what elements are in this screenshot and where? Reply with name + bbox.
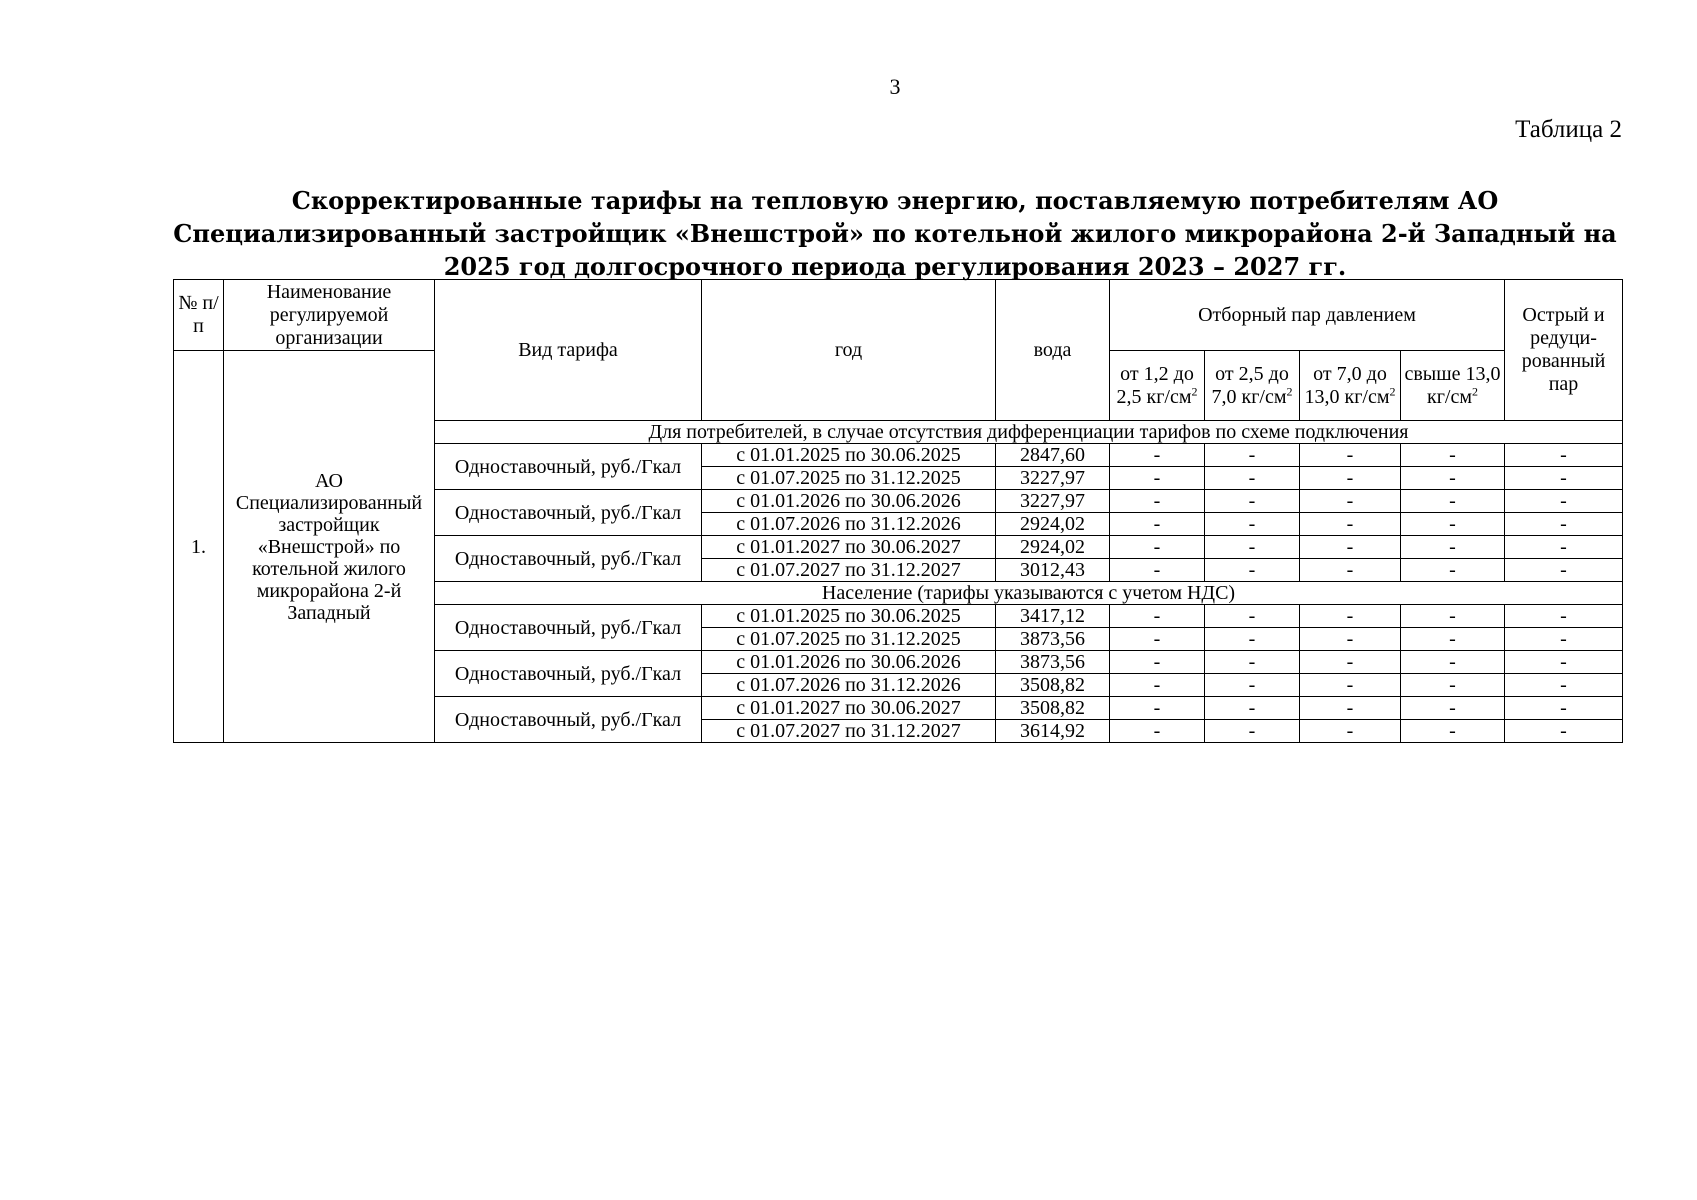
header-pressure-1-label: от 1,2 до 2,5 кг/см <box>1116 362 1194 408</box>
sharp-steam-cell: - <box>1505 536 1623 559</box>
tariff-type-cell: Одноставочный, руб./Гкал <box>435 536 702 582</box>
pressure-2-cell: - <box>1205 559 1300 582</box>
organization-name: АО Специализированный застройщик «Внешстрой» по котельной жилого микрорайона 2-й Западный <box>224 351 435 743</box>
sharp-steam-cell: - <box>1505 720 1623 743</box>
pressure-2-cell: - <box>1205 513 1300 536</box>
pressure-3-cell: - <box>1300 444 1401 467</box>
section-title: Для потребителей, в случае отсутствия дифференциации тарифов по схеме подключения <box>435 421 1623 444</box>
tariff-type-cell: Одноставочный, руб./Гкал <box>435 697 702 743</box>
pressure-3-cell: - <box>1300 628 1401 651</box>
pressure-4-cell: - <box>1401 490 1505 513</box>
pressure-3-cell: - <box>1300 697 1401 720</box>
pressure-1-cell: - <box>1110 697 1205 720</box>
superscript: 2 <box>1191 383 1198 398</box>
period-cell: с 01.07.2025 по 31.12.2025 <box>702 628 996 651</box>
pressure-1-cell: - <box>1110 720 1205 743</box>
water-cell: 3614,92 <box>996 720 1110 743</box>
pressure-4-cell: - <box>1401 559 1505 582</box>
pressure-3-cell: - <box>1300 651 1401 674</box>
pressure-2-cell: - <box>1205 536 1300 559</box>
header-tariff-type: Вид тарифа <box>435 280 702 421</box>
table-label: Таблица 2 <box>1515 116 1622 143</box>
water-cell: 3508,82 <box>996 674 1110 697</box>
pressure-1-cell: - <box>1110 513 1205 536</box>
pressure-3-cell: - <box>1300 536 1401 559</box>
water-cell: 2847,60 <box>996 444 1110 467</box>
header-pressure-2-label: от 2,5 до 7,0 кг/см <box>1211 362 1289 408</box>
header-sharp-steam: Острый и редуци-рованный пар <box>1505 280 1623 421</box>
pressure-2-cell: - <box>1205 651 1300 674</box>
pressure-1-cell: - <box>1110 628 1205 651</box>
period-cell: с 01.07.2027 по 31.12.2027 <box>702 720 996 743</box>
period-cell: с 01.01.2027 по 30.06.2027 <box>702 697 996 720</box>
row-number: 1. <box>174 351 224 743</box>
sharp-steam-cell: - <box>1505 605 1623 628</box>
pressure-4-cell: - <box>1401 697 1505 720</box>
pressure-2-cell: - <box>1205 697 1300 720</box>
period-cell: с 01.07.2027 по 31.12.2027 <box>702 559 996 582</box>
sharp-steam-cell: - <box>1505 467 1623 490</box>
pressure-2-cell: - <box>1205 444 1300 467</box>
period-cell: с 01.01.2026 по 30.06.2026 <box>702 651 996 674</box>
water-cell: 2924,02 <box>996 513 1110 536</box>
pressure-4-cell: - <box>1401 467 1505 490</box>
sharp-steam-cell: - <box>1505 559 1623 582</box>
pressure-2-cell: - <box>1205 628 1300 651</box>
header-row-1 <box>174 280 1623 351</box>
water-cell: 2924,02 <box>996 536 1110 559</box>
pressure-4-cell: - <box>1401 651 1505 674</box>
header-pressure-1 <box>1110 351 1205 421</box>
header-year: год <box>702 280 996 421</box>
sharp-steam-cell: - <box>1505 444 1623 467</box>
tariff-type-cell: Одноставочный, руб./Гкал <box>435 651 702 697</box>
pressure-2-cell: - <box>1205 674 1300 697</box>
pressure-1-cell: - <box>1110 651 1205 674</box>
tariff-table <box>173 279 1623 743</box>
header-pressure-3 <box>1300 351 1401 421</box>
pressure-2-cell: - <box>1205 467 1300 490</box>
sharp-steam-cell: - <box>1505 697 1623 720</box>
period-cell: с 01.07.2026 по 31.12.2026 <box>702 674 996 697</box>
pressure-2-cell: - <box>1205 605 1300 628</box>
period-cell: с 01.01.2025 по 30.06.2025 <box>702 444 996 467</box>
superscript: 2 <box>1472 383 1478 398</box>
pressure-1-cell: - <box>1110 490 1205 513</box>
sharp-steam-cell: - <box>1505 674 1623 697</box>
water-cell: 3873,56 <box>996 651 1110 674</box>
period-cell: с 01.01.2025 по 30.06.2025 <box>702 605 996 628</box>
header-pressure-4 <box>1401 351 1505 421</box>
document-title: Скорректированные тарифы на тепловую энергию, поставляемую потребителям АО Специализированный застройщик «Внешстрой» по котельной жилого микрорайона 2-й Западный на 2025 год долгосрочного периода регулирования 2023 – 2027 гг. <box>173 186 1617 281</box>
tariff-table-body <box>174 280 1623 743</box>
header-organization: Наименование регулируемой организации <box>224 280 435 351</box>
pressure-1-cell: - <box>1110 605 1205 628</box>
page-number: 3 <box>889 74 901 99</box>
water-cell: 3508,82 <box>996 697 1110 720</box>
pressure-1-cell: - <box>1110 444 1205 467</box>
section-title: Население (тарифы указываются с учетом НДС) <box>435 582 1623 605</box>
water-cell: 3227,97 <box>996 490 1110 513</box>
pressure-4-cell: - <box>1401 605 1505 628</box>
header-selected-steam: Отборный пар давлением <box>1110 280 1505 351</box>
pressure-1-cell: - <box>1110 674 1205 697</box>
header-pressure-3-label: от 7,0 до 13,0 кг/см <box>1304 362 1390 408</box>
header-pressure-2 <box>1205 351 1300 421</box>
pressure-2-cell: - <box>1205 490 1300 513</box>
pressure-3-cell: - <box>1300 513 1401 536</box>
pressure-4-cell: - <box>1401 628 1505 651</box>
superscript: 2 <box>1389 383 1396 398</box>
sharp-steam-cell: - <box>1505 490 1623 513</box>
sharp-steam-cell: - <box>1505 628 1623 651</box>
superscript: 2 <box>1286 383 1293 398</box>
pressure-3-cell: - <box>1300 674 1401 697</box>
tariff-type-cell: Одноставочный, руб./Гкал <box>435 605 702 651</box>
sharp-steam-cell: - <box>1505 651 1623 674</box>
period-cell: с 01.07.2025 по 31.12.2025 <box>702 467 996 490</box>
pressure-1-cell: - <box>1110 467 1205 490</box>
period-cell: с 01.01.2027 по 30.06.2027 <box>702 536 996 559</box>
header-pressure-4-label: свыше 13,0 кг/см <box>1404 362 1501 408</box>
pressure-3-cell: - <box>1300 605 1401 628</box>
pressure-3-cell: - <box>1300 720 1401 743</box>
water-cell: 3417,12 <box>996 605 1110 628</box>
header-num: № п/п <box>174 280 224 351</box>
period-cell: с 01.01.2026 по 30.06.2026 <box>702 490 996 513</box>
pressure-1-cell: - <box>1110 536 1205 559</box>
pressure-3-cell: - <box>1300 467 1401 490</box>
period-cell: с 01.07.2026 по 31.12.2026 <box>702 513 996 536</box>
header-water: вода <box>996 280 1110 421</box>
pressure-4-cell: - <box>1401 674 1505 697</box>
pressure-4-cell: - <box>1401 720 1505 743</box>
pressure-2-cell: - <box>1205 720 1300 743</box>
tariff-type-cell: Одноставочный, руб./Гкал <box>435 444 702 490</box>
pressure-4-cell: - <box>1401 536 1505 559</box>
pressure-4-cell: - <box>1401 513 1505 536</box>
pressure-4-cell: - <box>1401 444 1505 467</box>
pressure-1-cell: - <box>1110 559 1205 582</box>
pressure-3-cell: - <box>1300 559 1401 582</box>
water-cell: 3012,43 <box>996 559 1110 582</box>
water-cell: 3873,56 <box>996 628 1110 651</box>
sharp-steam-cell: - <box>1505 513 1623 536</box>
pressure-3-cell: - <box>1300 490 1401 513</box>
tariff-type-cell: Одноставочный, руб./Гкал <box>435 490 702 536</box>
water-cell: 3227,97 <box>996 467 1110 490</box>
